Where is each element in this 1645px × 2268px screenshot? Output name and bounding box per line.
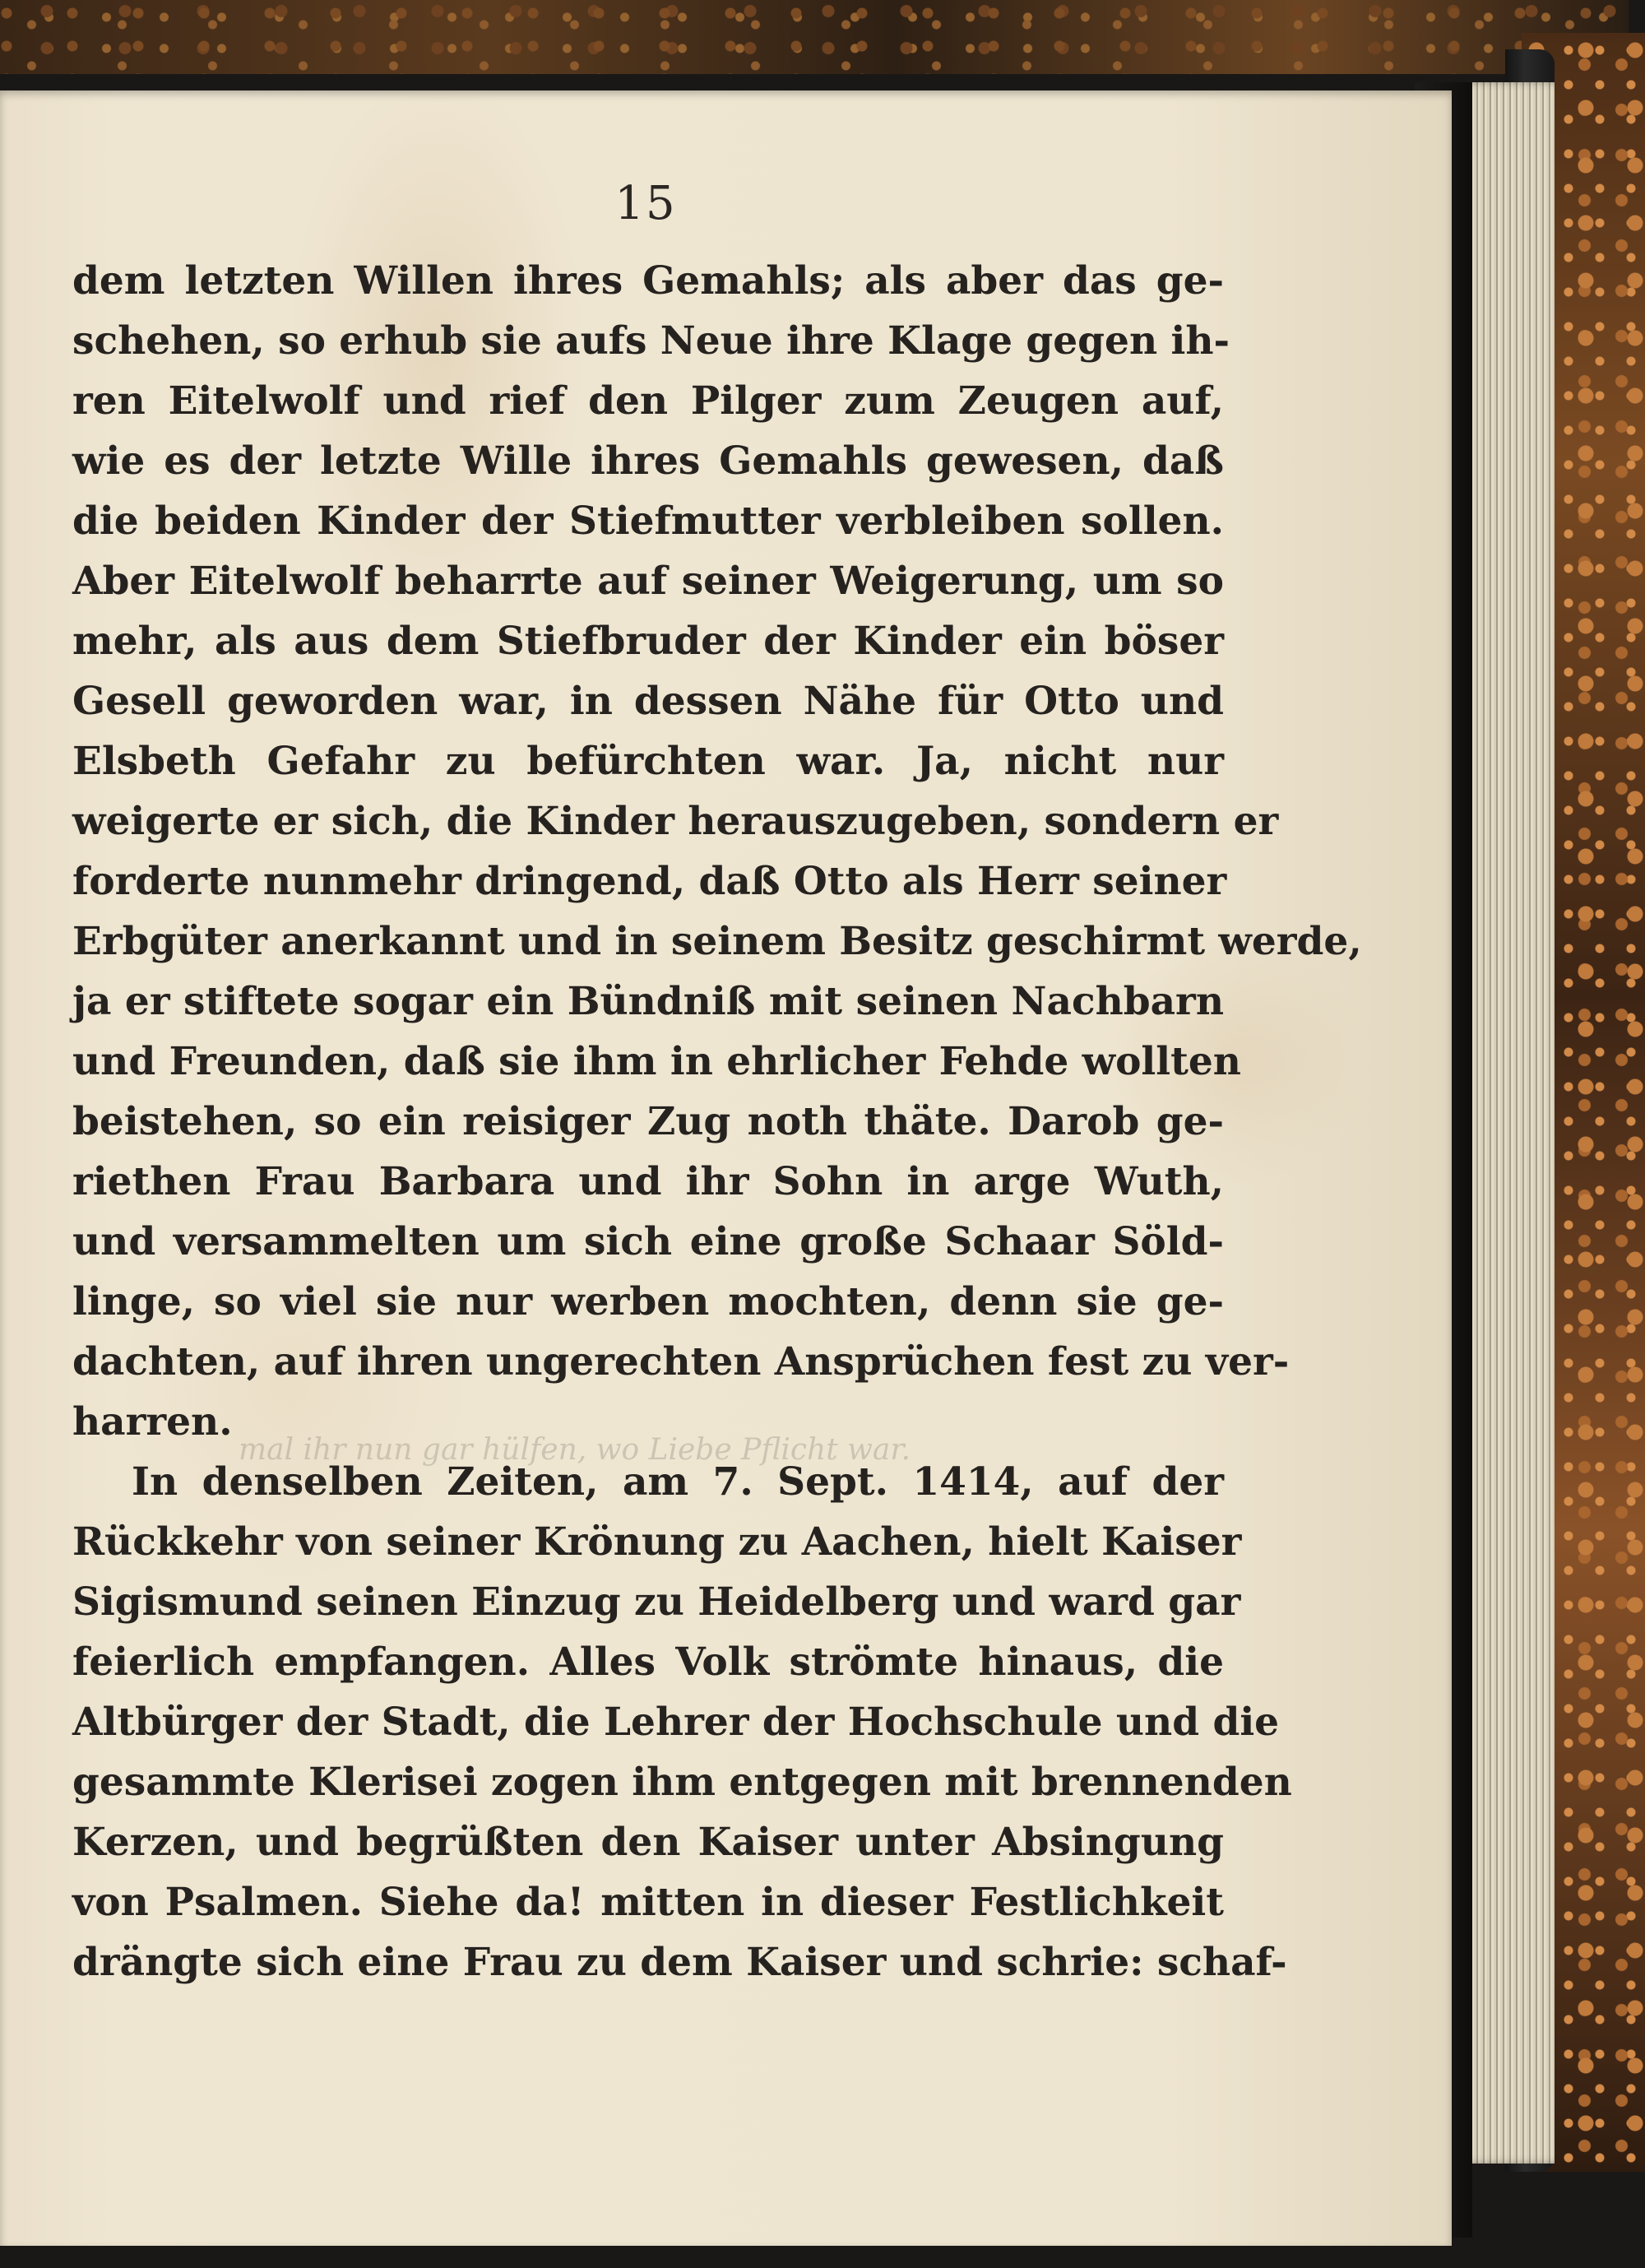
text-line: Elsbeth Gefahr zu befürchten war. Ja, nicht nur	[72, 739, 1224, 784]
text-line: Gesell geworden war, in dessen Nähe für Otto und	[72, 679, 1224, 724]
text-line: ja er stiftete sogar ein Bündniß mit seinen Nachbarn	[72, 979, 1224, 1024]
text-line: mehr, als aus dem Stiefbruder der Kinder ein böser	[72, 619, 1224, 664]
text-line: forderte nunmehr dringend, daß Otto als Herr seiner	[72, 859, 1227, 904]
text-line: Sigismund seinen Einzug zu Heidelberg und ward gar	[72, 1579, 1241, 1625]
text-line: die beiden Kinder der Stiefmutter verbleiben sollen.	[72, 499, 1224, 544]
text-line: dachten, auf ihren ungerechten Ansprüchen fest zu ver-	[72, 1339, 1290, 1384]
bleed-through-text: mal ihr nun gar hülfen, wo Liebe Pflicht war.	[239, 1433, 911, 1467]
text-line: Rückkehr von seiner Krönung zu Aachen, hielt Kaiser	[72, 1519, 1242, 1565]
text-line: Erbgüter anerkannt und in seinem Besitz geschirmt werde,	[72, 919, 1362, 964]
text-line: und versammelten um sich eine große Schaar Söld-	[72, 1219, 1224, 1264]
text-line: gesammte Klerisei zogen ihm entgegen mit brennenden	[72, 1760, 1292, 1805]
text-line: Kerzen, und begrüßten den Kaiser unter Absingung	[72, 1820, 1224, 1865]
page-number: 15	[614, 177, 677, 230]
text-line: In denselben Zeiten, am 7. Sept. 1414, auf der	[132, 1459, 1224, 1505]
text-line: riethen Frau Barbara und ihr Sohn in arge Wuth,	[72, 1159, 1224, 1204]
text-line: und Freunden, daß sie ihm in ehrlicher Fehde wollten	[72, 1039, 1241, 1084]
text-line: wie es der letzte Wille ihres Gemahls gewesen, daß	[72, 438, 1224, 484]
text-line: ren Eitelwolf und rief den Pilger zum Zeugen auf,	[72, 378, 1224, 424]
book-page	[0, 90, 1452, 2246]
text-line: linge, so viel sie nur werben mochten, denn sie ge-	[72, 1279, 1224, 1324]
text-line: schehen, so erhub sie aufs Neue ihre Klage gegen ih-	[72, 318, 1230, 364]
marbled-cover-top	[0, 0, 1629, 74]
text-line: dem letzten Willen ihres Gemahls; als aber das ge-	[72, 258, 1224, 304]
text-line: weigerte er sich, die Kinder herauszugeben, sondern er	[72, 799, 1279, 844]
text-line: von Psalmen. Siehe da! mitten in dieser Festlichkeit	[72, 1880, 1224, 1925]
text-line: Altbürger der Stadt, die Lehrer der Hochschule und die	[72, 1700, 1280, 1745]
text-line: drängte sich eine Frau zu dem Kaiser und schrie: schaf-	[72, 1940, 1287, 1985]
text-line: beistehen, so ein reisiger Zug noth thäte. Darob ge-	[72, 1099, 1224, 1144]
page-text	[72, 251, 1362, 1992]
text-line: harren.	[72, 1399, 233, 1445]
text-line: feierlich empfangen. Alles Volk strömte hinaus, die	[72, 1640, 1224, 1685]
text-line: Aber Eitelwolf beharrte auf seiner Weigerung, um so	[72, 559, 1224, 604]
